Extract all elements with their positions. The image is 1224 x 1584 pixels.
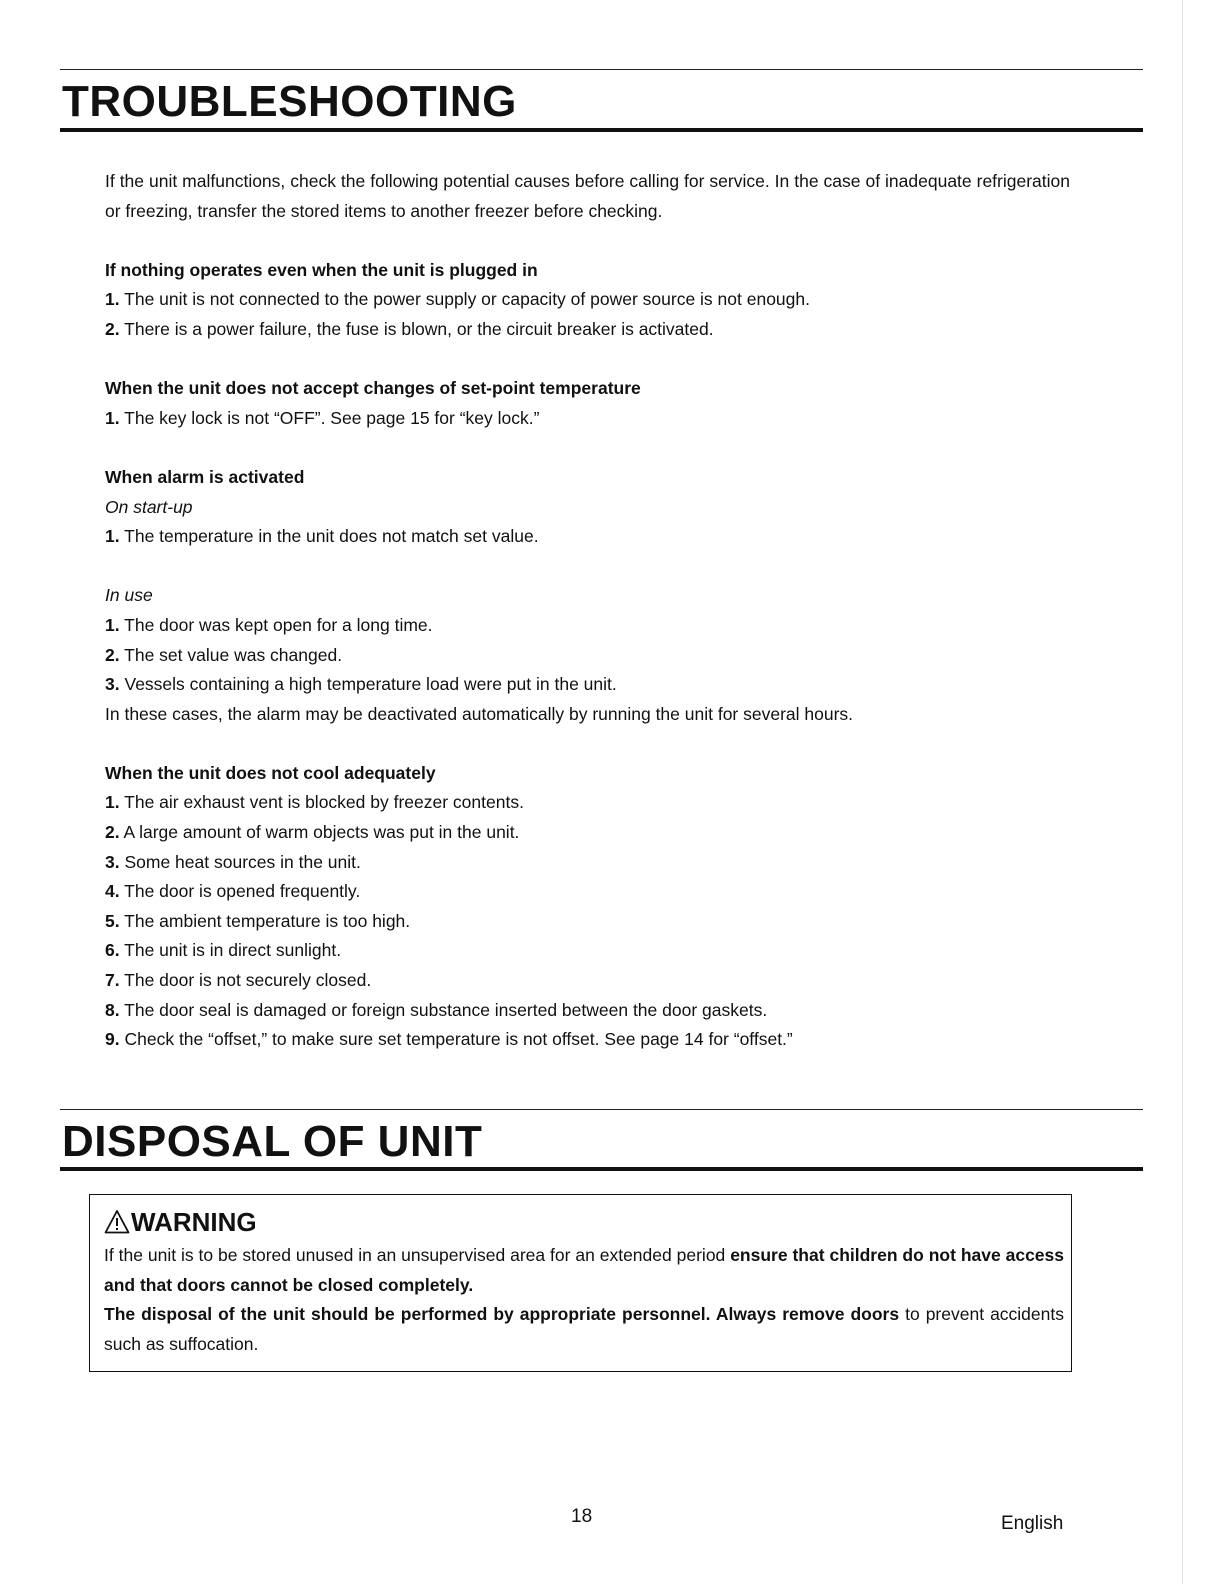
list-item: 5. The ambient temperature is too high. [105, 910, 411, 931]
list-item: 4. The door is opened frequently. [105, 881, 361, 902]
list-item: 1. The unit is not connected to the power supply or capacity of power source is not enough. [105, 289, 810, 310]
subsection-label: On start-up [105, 496, 193, 517]
troubleshooting-body [105, 167, 1070, 1055]
warning-heading [104, 1207, 257, 1237]
subsection-label: In use [105, 585, 153, 606]
warning-box [89, 1194, 1072, 1372]
list-item: 1. The temperature in the unit does not match set value. [105, 526, 539, 547]
list-item: 6. The unit is in direct sunlight. [105, 940, 342, 961]
list-item: 9. Check the “offset,” to make sure set temperature is not offset. See page 14 for “offset.” [105, 1029, 793, 1050]
list-item: 7. The door is not securely closed. [105, 970, 372, 991]
heading-top-rule [60, 69, 1143, 70]
list-item: 2. There is a power failure, the fuse is blown, or the circuit breaker is activated. [105, 318, 714, 339]
section-heading: When alarm is activated [105, 466, 305, 487]
heading-bottom-rule [60, 128, 1143, 132]
list-item: 1. The air exhaust vent is blocked by freezer contents. [105, 792, 524, 813]
section-note: In these cases, the alarm may be deactivated automatically by running the unit for several hours. [105, 703, 854, 724]
list-item: 2. The set value was changed. [105, 644, 343, 665]
warning-triangle-icon [104, 1209, 130, 1235]
scan-edge-line [1182, 0, 1183, 1584]
troubleshooting-intro: If the unit malfunctions, check the following potential causes before calling for service. In the case of inadequate refrigeration or freezing, transfer the stored items to another freezer before checking. [105, 171, 1070, 221]
list-item: 8. The door seal is damaged or foreign substance inserted between the door gaskets. [105, 999, 768, 1020]
warning-paragraph: The disposal of the unit should be performed by appropriate personnel. Always remove doors to prevent accidents such as suffocation. [104, 1304, 1064, 1354]
disposal-title: DISPOSAL OF UNIT [62, 1117, 483, 1166]
list-item: 3. Some heat sources in the unit. [105, 851, 361, 872]
troubleshooting-title: TROUBLESHOOTING [62, 77, 517, 126]
warning-body [104, 1241, 1064, 1359]
warning-label: WARNING [131, 1207, 257, 1237]
section-heading: If nothing operates even when the unit is plugged in [105, 259, 538, 280]
list-item: 1. The door was kept open for a long time. [105, 614, 433, 635]
page-number: 18 [571, 1506, 593, 1527]
section-heading: When the unit does not cool adequately [105, 762, 436, 783]
language-label: English [1001, 1513, 1064, 1534]
list-item: 2. A large amount of warm objects was put in the unit. [105, 822, 520, 843]
list-item: 1. The key lock is not “OFF”. See page 15 for “key lock.” [105, 407, 540, 428]
section-heading: When the unit does not accept changes of set-point temperature [105, 378, 641, 399]
heading-top-rule [60, 1109, 1143, 1110]
list-item: 3. Vessels containing a high temperature load were put in the unit. [105, 674, 617, 695]
heading-bottom-rule [60, 1167, 1143, 1171]
warning-paragraph: If the unit is to be stored unused in an unsupervised area for an extended period ensure that children do not have access and that doors cannot be closed completely. [104, 1245, 1064, 1295]
